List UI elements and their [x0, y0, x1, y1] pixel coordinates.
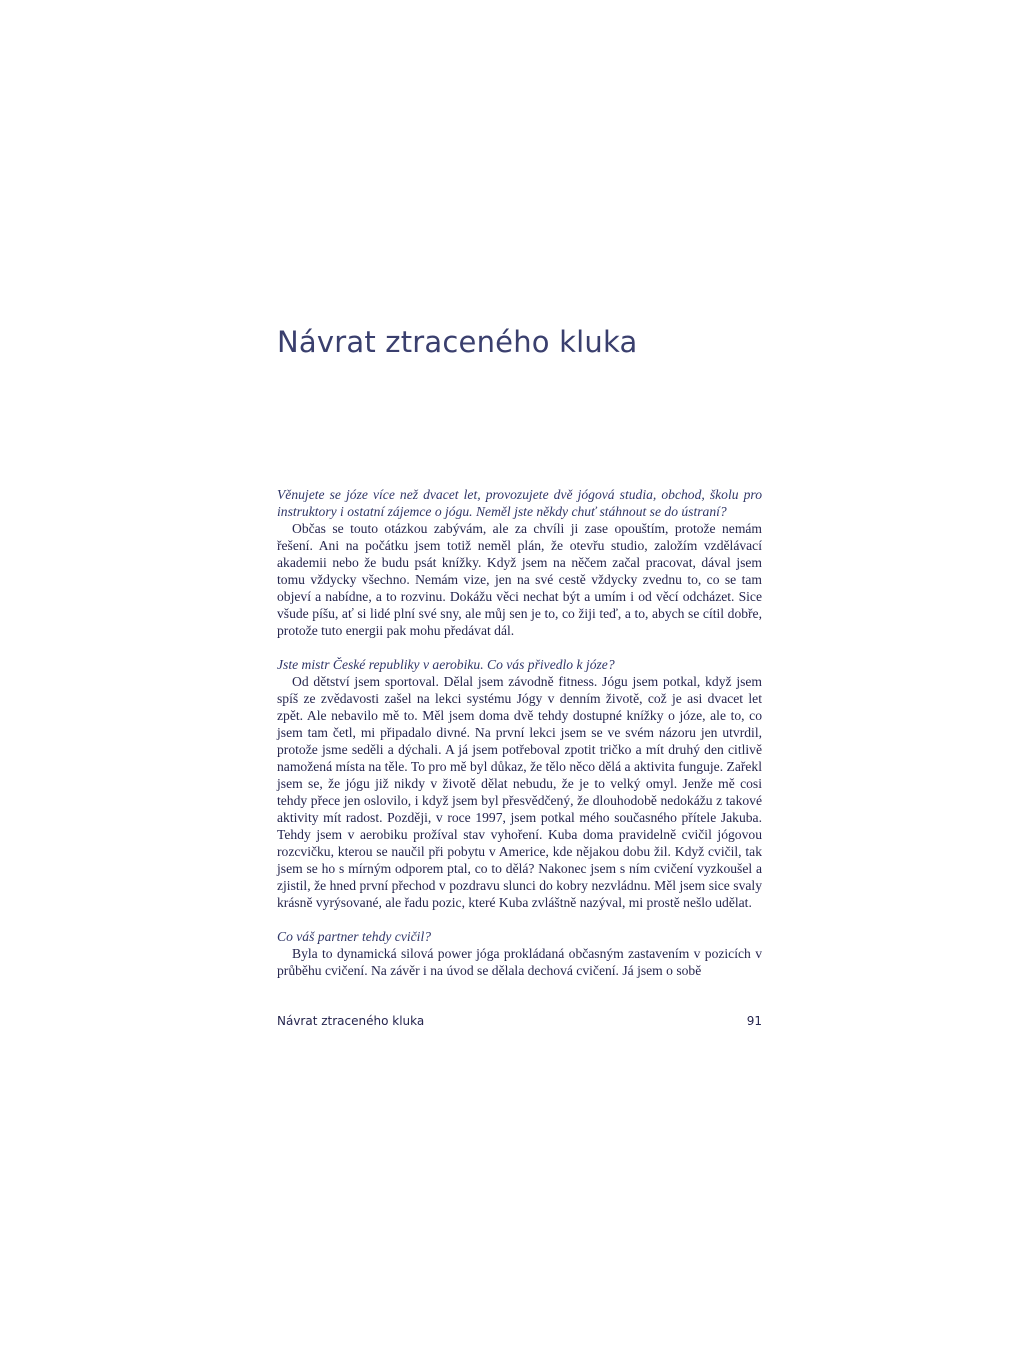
interview-block — [277, 928, 762, 979]
interview-question: Co váš partner tehdy cvičil? — [277, 929, 432, 944]
chapter-title: Návrat ztraceného kluka — [277, 325, 638, 359]
interview-answer: Od dětství jsem sportoval. Dělal jsem závodně fitness. Jógu jsem potkal, když jsem spíš ze zvědavosti zašel na lekci systému Jógy v denním životě, což je asi dvacet let zpět. Ale nebavilo mě to. Měl jsem doma dvě tehdy dostupné knížky o józe, ale to, co jsem tam četl, mi připadalo divné. Na první lekci jsem se ve svém názoru jen utvrdil, protože jsme seděli a dýchali. A já jsem potřeboval zpotit tričko a mít druhý den citlivě namožená místa na těle. To pro mě byl důkaz, že tělo něco dělá a aktivita funguje. Zařekl jsem se, že jógu již nikdy v životě dělat nebudu, že je to velký omyl. Jenže mě cosi tehdy přece jen oslovilo, i když jsem byl přesvědčený, že dlouhodobě nedokážu z takové aktivity mít radost. Později, v roce 1997, jsem potkal mého současného přítele Jakuba. Tehdy jsem v aerobiku prožíval stav vyhoření. Kuba doma pravidelně cvičil jógovou rozcvičku, kterou se naučil při pobytu v Americe, kde nějakou dobu žil. Když cvičil, tak jsem se ho s mírným odporem ptal, co to dělá? Nakonec jsem s ním cvičení vyzkoušel a zjistil, že hned první přechod v pozdravu slunci do kobry nezvládnu. Měl jsem sice svaly krásně vyrýsované, ale řadu pozic, které Kuba zvláštně nazýval, mi prostě nešlo udělat. — [277, 674, 762, 910]
page-number: 91 — [746, 1014, 762, 1028]
interview-question: Jste mistr České republiky v aerobiku. Co vás přivedlo k józe? — [277, 657, 615, 672]
interview-block — [277, 486, 762, 639]
interview-question: Věnujete se józe více než dvacet let, provozujete dvě jógová studia, obchod, školu pro instruktory i ostatní zájemce o jógu. Neměl jste někdy chuť stáhnout se do ústraní? — [277, 487, 762, 519]
interview-answer: Občas se touto otázkou zabývám, ale za chvíli ji zase opouštím, protože nemám řešení. Ani na počátku jsem totiž neměl plán, že otevřu studio, založím vzdělávací akademii nebo že budu psát knížky. Když jsem na něčem začal pracovat, dával jsem tomu vždycky všechno. Nemám vize, jen na své cestě vždycky zvednu to, co se tam objeví a nabídne, a to rozvinu. Dokážu věci nechat být a umím i od věcí odcházet. Sice všude píšu, ať si lidé plní své sny, ale můj sen je to, co žiji teď, a to, abych se cítil dobře, protože tuto energii pak mohu předávat dál. — [277, 521, 762, 638]
interview-block — [277, 656, 762, 911]
running-footer-title: Návrat ztraceného kluka — [277, 1014, 425, 1028]
interview-body — [277, 486, 762, 996]
interview-answer: Byla to dynamická silová power jóga prokládaná občasným zastavením v pozicích v průběhu cvičení. Na závěr i na úvod se dělala dechová cvičení. Já jsem o sobě — [277, 946, 762, 978]
